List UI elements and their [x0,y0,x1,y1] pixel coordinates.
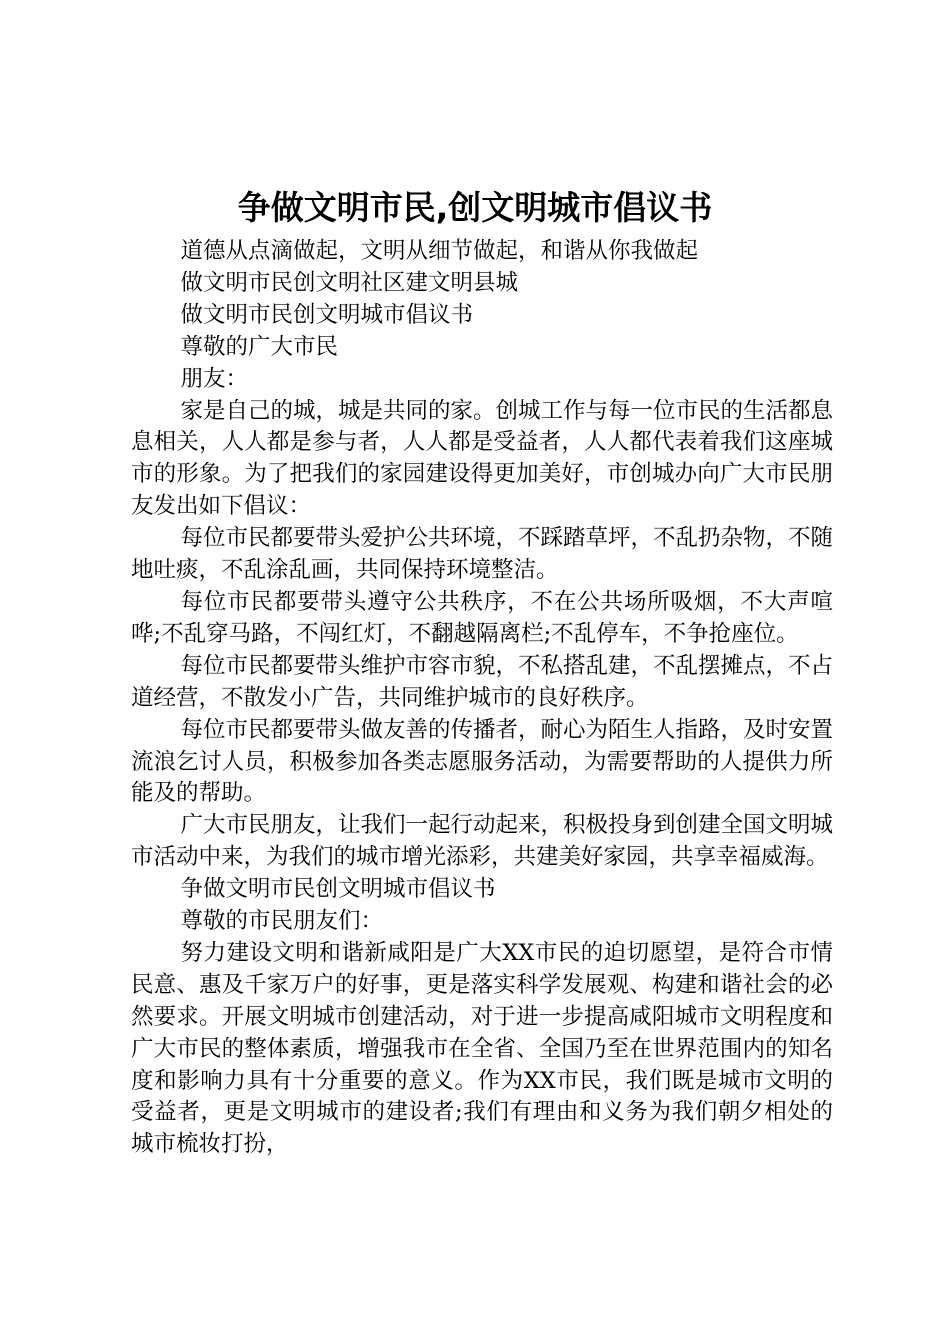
document-body [131,236,833,1161]
paragraph-motto: 道德从点滴做起，文明从细节做起，和谐从你我做起 [180,238,699,264]
paragraph-order: 每位市民都要带头遵守公共秩序，不在公共场所吸烟，不大声喧哗;不乱穿马路，不闯红灯，不翻越隔离栏;不乱停车，不争抢座位。 [131,588,833,647]
paragraph-call-to-action: 广大市民朋友，让我们一起行动起来，积极投身到创建全国文明城市活动中来，为我们的城市增光添彩，共建美好家园，共享幸福威海。 [131,812,834,871]
paragraph-slogan: 做文明市民创文明社区建文明县城 [180,269,519,296]
document-title: 争做文明市民,创文明城市倡议书 [237,188,713,227]
paragraph-salutation-cont: 朋友： [180,365,249,392]
paragraph-cityscape: 每位市民都要带头维护市容市貌，不私搭乱建，不乱摆摊点，不占道经营，不散发小广告，共同维护城市的良好秩序。 [131,652,834,711]
paragraph-environment: 每位市民都要带头爱护公共环境，不踩踏草坪，不乱扔杂物，不随地吐痰，不乱涂乱画，共同保持环境整洁。 [131,525,834,584]
paragraph-friendliness: 每位市民都要带头做友善的传播者，耐心为陌生人指路，及时安置流浪乞讨人员，积极参加各类志愿服务活动，为需要帮助的人提供力所能及的帮助。 [131,716,834,807]
paragraph-second-body: 努力建设文明和谐新咸阳是广大XX市民的迫切愿望，是符合市情民意、惠及千家万户的好事，更是落实科学发展观、构建和谐社会的必然要求。开展文明城市创建活动，对于进一步提高咸阳城市文明程度和广大市民的整体素质，增强我市在全省、全国乃至在世界范围内的知名度和影响力具有十分重要的意义。作为XX市民，我们既是城市文明的受益者，更是文明城市的建设者;我们有理由和义务为我们朝夕相处的城市梳妆打扮， [131,939,833,1158]
paragraph-intro: 家是自己的城，城是共同的家。创城工作与每一位市民的生活都息息相关，人人都是参与者，人人都是受益者，人人都代表着我们这座城市的形象。为了把我们的家园建设得更加美好，市创城办向广大市民朋友发出如下倡议： [131,397,834,520]
paragraph-salutation: 尊敬的广大市民 [180,333,339,360]
paragraph-subtitle: 做文明市民创文明城市倡议书 [180,301,474,328]
paragraph-second-title: 争做文明市民创文明城市倡议书 [180,876,496,903]
paragraph-second-salutation: 尊敬的市民朋友们： [180,908,384,935]
